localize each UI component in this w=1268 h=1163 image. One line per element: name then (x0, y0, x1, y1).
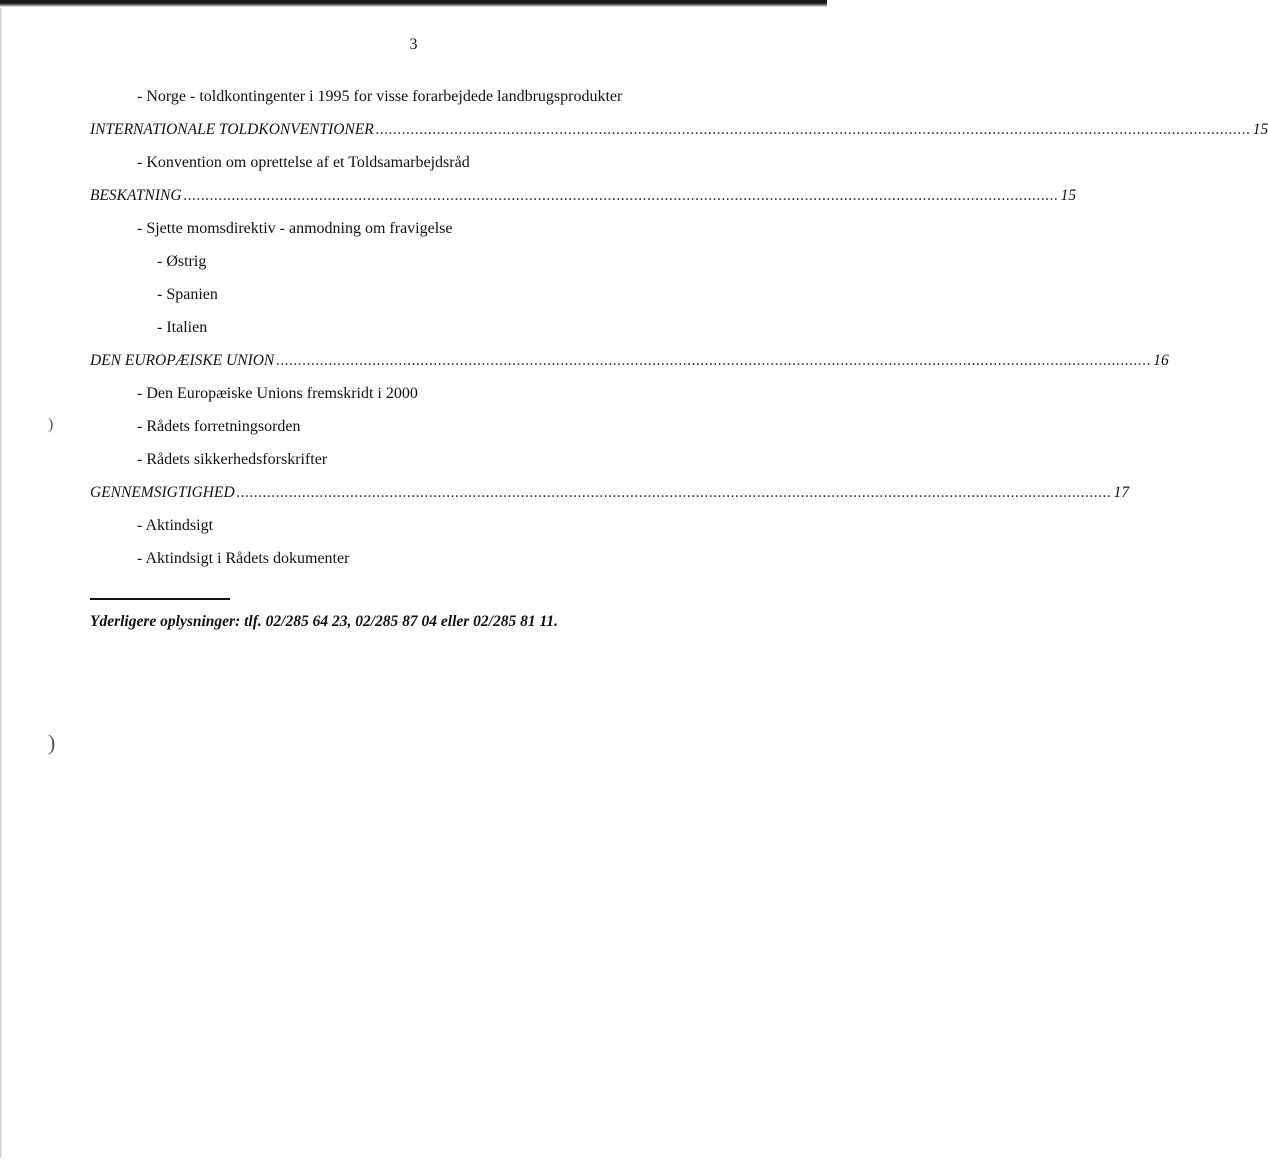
toc-item: - Sjette momsdirektiv - anmodning om fravigelse (137, 220, 453, 237)
toc-item: - Den Europæiske Unions fremskridt i 2000 (137, 385, 418, 402)
toc-page-number: 15 (1252, 121, 1268, 138)
toc-heading-gennemsigtighed[interactable] (90, 482, 1130, 515)
toc-heading-title: DEN EUROPÆISKE UNION (90, 352, 275, 369)
toc-heading-title: BESKATNING (90, 187, 182, 204)
toc-heading-title: INTERNATIONALE TOLDKONVENTIONER (90, 121, 374, 138)
toc-dot-leader: ........................................................................................................................................................................................................ (276, 352, 1152, 369)
scan-mark: ) (48, 730, 56, 755)
toc-heading-title: GENNEMSIGTIGHED (90, 484, 235, 501)
footnote-contact: Yderligere oplysninger: tlf. 02/285 64 23, 02/285 87 04 eller 02/285 81 11. (90, 613, 558, 630)
toc-item: - Konvention om oprettelse af et Toldsamarbejdsråd (137, 154, 470, 171)
toc-subitem: - Østrig (157, 253, 207, 270)
toc-item: - Norge - toldkontingenter i 1995 for visse forarbejdede landbrugsprodukter (137, 88, 623, 105)
toc-item: - Aktindsigt (137, 517, 214, 534)
scan-top-edge (0, 0, 827, 7)
toc-dot-leader: ........................................................................................................................................................................................................ (183, 187, 1059, 204)
toc-page-number: 17 (1113, 484, 1130, 501)
toc-subitem: - Italien (157, 319, 208, 336)
toc-heading-den-europaeiske-union[interactable] (90, 350, 1169, 383)
toc-page-number: 15 (1060, 187, 1077, 204)
page-number: 3 (409, 36, 418, 53)
toc-heading-internationale-toldkonventioner[interactable] (90, 119, 1268, 152)
toc-subitem: - Spanien (157, 286, 218, 303)
scan-mark: ) (48, 416, 54, 433)
toc-heading-beskatning[interactable] (90, 185, 1077, 218)
table-of-contents (90, 86, 1268, 581)
scan-left-edge (0, 8, 2, 1158)
toc-dot-leader: ........................................................................................................................................................................................................ (236, 484, 1112, 501)
toc-page-number: 16 (1153, 352, 1169, 369)
toc-dot-leader: ........................................................................................................................................................................................................ (375, 121, 1251, 138)
toc-item: - Rådets sikkerhedsforskrifter (137, 451, 328, 468)
footnote-rule (90, 598, 230, 600)
toc-item: - Rådets forretningsorden (137, 418, 301, 435)
toc-item: - Aktindsigt i Rådets dokumenter (137, 550, 350, 567)
